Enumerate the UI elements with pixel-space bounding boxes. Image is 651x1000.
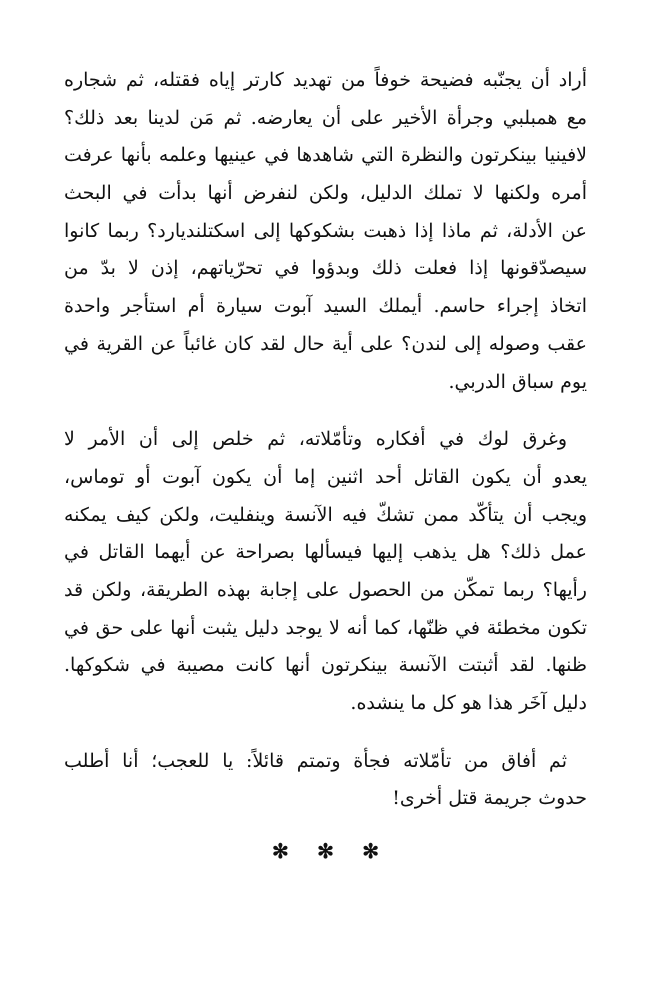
text-line: اتخاذ إجراء حاسم. أيملك السيد آبوت سيارة أم استأجر واحدة <box>64 295 587 318</box>
paragraph-2 <box>64 421 587 723</box>
asterism-mark: ✻ <box>317 839 334 864</box>
text-line: ظنها. لقد أثبتت الآنسة بينكرتون أنها كانت مصيبة في شكوكها. <box>64 654 587 677</box>
text-line: ثم أفاق من تأمّلاته فجأة وتمتم قائلاً: يا للعجب؛ أنا أطلب <box>64 749 567 772</box>
text-line: دليل آخَر هذا هو كل ما ينشده. <box>350 692 587 714</box>
asterism-mark: ✻ <box>362 839 379 864</box>
text-line: عقب وصوله إلى لندن؟ على أية حال لقد كان غائباً عن القرية في <box>64 332 587 355</box>
text-line: تكون مخطئة في ظنّها، كما أنه لا يوجد دليل يثبت أنها على حق في <box>64 616 587 639</box>
text-line: أمره ولكنها لا تملك الدليل، ولكن لنفرض أنها بدأت في البحث <box>64 182 587 205</box>
text-line: حدوث جريمة قتل أخرى! <box>392 787 587 810</box>
text-line: عن الأدلة، ثم ماذا إذا ذهبت بشكوكها إلى اسكتلنديارد؟ ربما كانوا <box>64 219 587 242</box>
text-line: ويجب أن يتأكّد ممن تشكّ فيه الآنسة وينفليت، ولكن كيف يمكنه <box>64 503 587 526</box>
text-line: أراد أن يجنّبه فضيحة خوفاً من تهديد كارتر إياه فقتله، ثم شجاره <box>64 69 588 91</box>
paragraph-3 <box>64 743 587 818</box>
asterism-mark: ✻ <box>271 839 289 864</box>
paragraph-1 <box>64 62 587 401</box>
section-separator <box>64 836 587 866</box>
text-line: مع همبلبي وجرأة الأخير على أن يعارضه. ثم مَن لدينا بعد ذلك؟ <box>64 106 587 129</box>
text-line: يوم سباق الدربي. <box>448 370 587 393</box>
text-line: وغرق لوك في أفكاره وتأمّلاته، ثم خلص إلى أن الأمر لا <box>64 428 567 451</box>
text-line: سيصدّقونها إذا فعلت ذلك وبدؤوا في تحرّياتهم، إذن لا بدّ من <box>64 257 587 280</box>
text-line: يعدو أن يكون القاتل أحد اثنين إما أن يكون آبوت أو توماس، <box>64 465 587 488</box>
text-line: رأيها؟ ربما تمكّن من الحصول على إجابة بهذه الطريقة، ولكن قد <box>64 578 587 601</box>
text-line: لافينيا بينكرتون والنظرة التي شاهدها في عينيها وعلمه بأنها عرفت <box>64 144 587 167</box>
text-line: عمل ذلك؟ هل يذهب إليها فيسألها بصراحة عن أيهما القاتل في <box>64 541 587 564</box>
